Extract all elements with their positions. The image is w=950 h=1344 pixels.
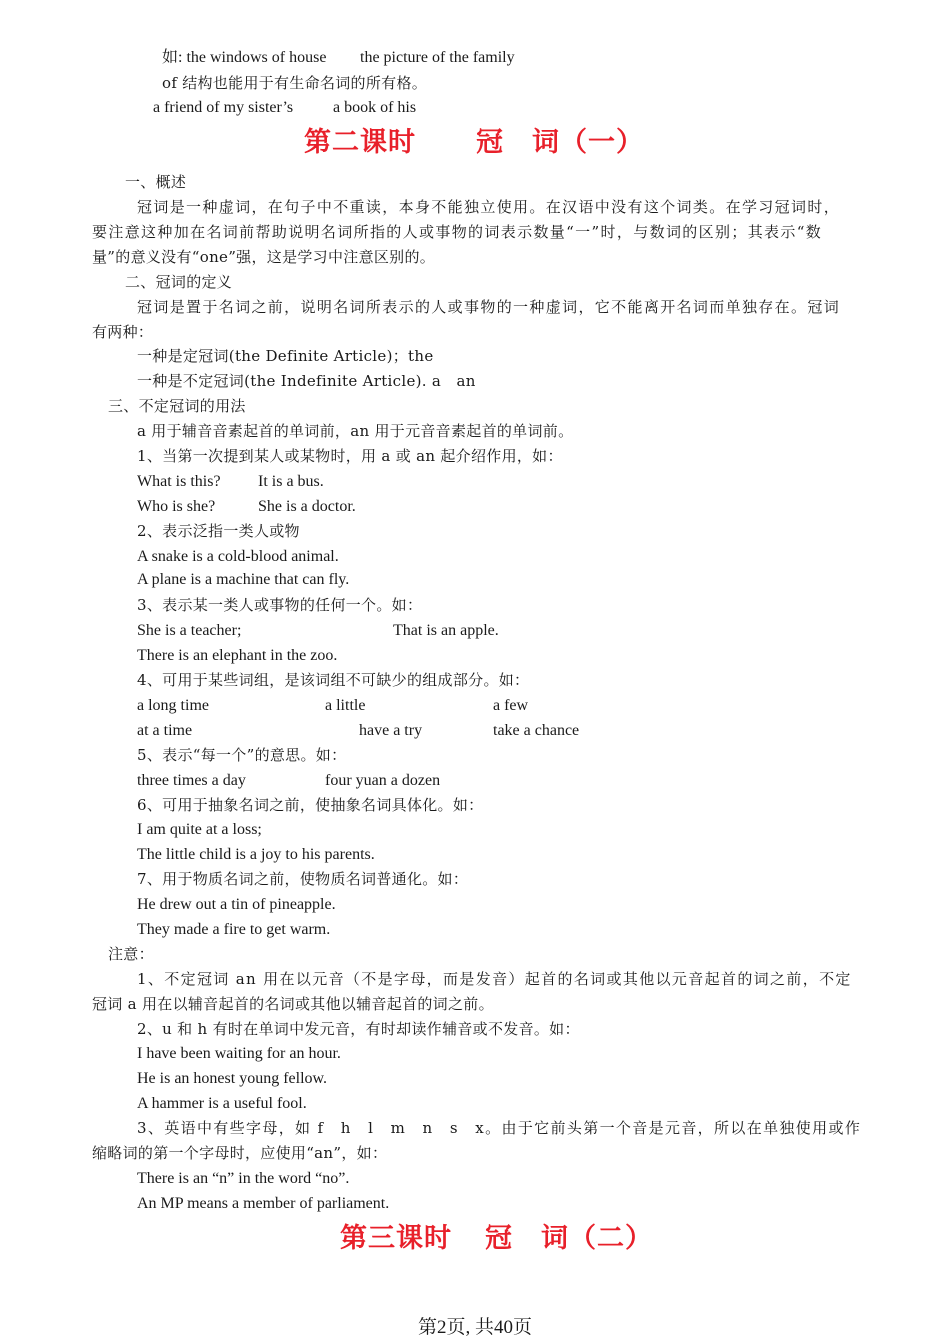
example-text: She is a teacher; — [137, 622, 242, 639]
example-text: There is an elephant in the zoo. — [137, 647, 338, 664]
example-text: There is an “n” in the word “no”. — [137, 1170, 350, 1187]
phrase: three times a day — [137, 772, 246, 789]
usage-item: 6、可用于抽象名词之前，使抽象名词具体化。如： — [137, 796, 484, 814]
example-text: the picture of the family — [360, 49, 515, 66]
example-text: I am quite at a loss; — [137, 821, 262, 838]
paragraph-line: 冠词是一种虚词，在句子中不重读，本身不能独立使用。在汉语中没有这个词类。在学习冠词时， — [137, 198, 841, 216]
paragraph-line: 3、英语中有些字母，如 f h l m n s x。由于它前头第一个音是元音，所以在单独使用或作 — [137, 1119, 862, 1137]
definite-article-line: 一种是定冠词(the Definite Article)；the — [137, 347, 434, 365]
example-text: That is an apple. — [393, 622, 499, 639]
paragraph-line: 1、不定冠词 an 用在以元音（不是字母，而是发音）起首的名词或其他以元音起首的词之前，不定 — [137, 970, 852, 988]
usage-item: 2、u 和 h 有时在单词中发元音，有时却读作辅音或不发音。如： — [137, 1020, 580, 1038]
usage-item: 2、表示泛指一类人或物 — [137, 522, 300, 540]
paragraph-line: 冠词是置于名词之前，说明名词所表示的人或事物的一种虚词，它不能离开名词而单独存在。冠词 — [137, 298, 841, 316]
section-heading: 二、冠词的定义 — [125, 273, 233, 291]
example-text: a friend of my sister’s — [153, 99, 294, 116]
example-text: What is this? — [137, 473, 221, 490]
paragraph-line: a 用于辅音音素起首的单词前，an 用于元音音素起首的单词前。 — [137, 422, 574, 440]
paragraph-line: 冠词 a 用在以辅音起首的名词或其他以辅音起首的词之前。 — [92, 995, 494, 1013]
example-text: It is a bus. — [258, 473, 324, 490]
example-line — [162, 48, 326, 68]
usage-item: 3、表示某一类人或事物的任何一个。如： — [137, 596, 423, 614]
example-text: a book of his — [333, 99, 417, 116]
lesson-title — [304, 126, 416, 160]
example-text: I have been waiting for an hour. — [137, 1045, 341, 1062]
example-text: They made a fire to get warm. — [137, 921, 331, 938]
example-text: A plane is a machine that can fly. — [137, 571, 350, 588]
lesson-subject: 冠 词（二） — [485, 1223, 653, 1254]
phrase: a little — [325, 697, 366, 714]
example-text: He drew out a tin of pineapple. — [137, 896, 336, 913]
example-text: An MP means a member of parliament. — [137, 1195, 390, 1212]
phrase: a long time — [137, 697, 209, 714]
example-text: A snake is a cold-blood animal. — [137, 548, 339, 565]
section-heading: 三、不定冠词的用法 — [108, 397, 246, 415]
phrase: take a chance — [493, 722, 580, 739]
example-text: The little child is a joy to his parents. — [137, 846, 375, 863]
paragraph-line: 有两种： — [92, 323, 154, 341]
usage-item: 7、用于物质名词之前，使物质名词普通化。如： — [137, 870, 469, 888]
example-text: A hammer is a useful fool. — [137, 1095, 307, 1112]
lesson-subject: 冠 词（一） — [476, 127, 644, 158]
paragraph-line: 量”的意义没有“one”强，这是学习中注意区别的。 — [92, 248, 436, 266]
example-text: He is an honest young fellow. — [137, 1070, 328, 1087]
paragraph-line: of 结构也能用于有生命名词的所有格。 — [162, 74, 428, 92]
phrase: a few — [493, 697, 529, 714]
usage-item: 4、可用于某些词组，是该词组不可缺少的组成部分。如： — [137, 671, 530, 689]
example-text: 如: the windows of house — [162, 49, 327, 66]
page-number: 第2页, 共40页 — [417, 1317, 532, 1338]
phrase: have a try — [359, 722, 423, 739]
phrase: four yuan a dozen — [325, 772, 441, 789]
usage-item: 5、表示“每一个”的意思。如： — [137, 746, 347, 764]
section-heading: 一、概述 — [125, 173, 187, 191]
usage-item: 1、当第一次提到某人或某物时，用 a 或 an 起介绍作用，如： — [137, 447, 563, 465]
example-text: Who is she? — [137, 498, 216, 515]
note-heading: 注意： — [108, 945, 154, 963]
paragraph-line: 要注意这种加在名词前帮助说明名词所指的人或事物的词表示数量“一”时，与数词的区别；其表示“数 — [92, 223, 823, 241]
paragraph-line: 缩略词的第一个字母时，应使用“an”，如： — [92, 1144, 388, 1162]
indefinite-article-line: 一种是不定冠词(the Indefinite Article). a an — [137, 372, 476, 390]
lesson-number: 第三课时 — [340, 1223, 452, 1254]
example-text: She is a doctor. — [258, 498, 356, 515]
lesson-number: 第二课时 — [304, 127, 416, 158]
phrase: at a time — [137, 722, 193, 739]
